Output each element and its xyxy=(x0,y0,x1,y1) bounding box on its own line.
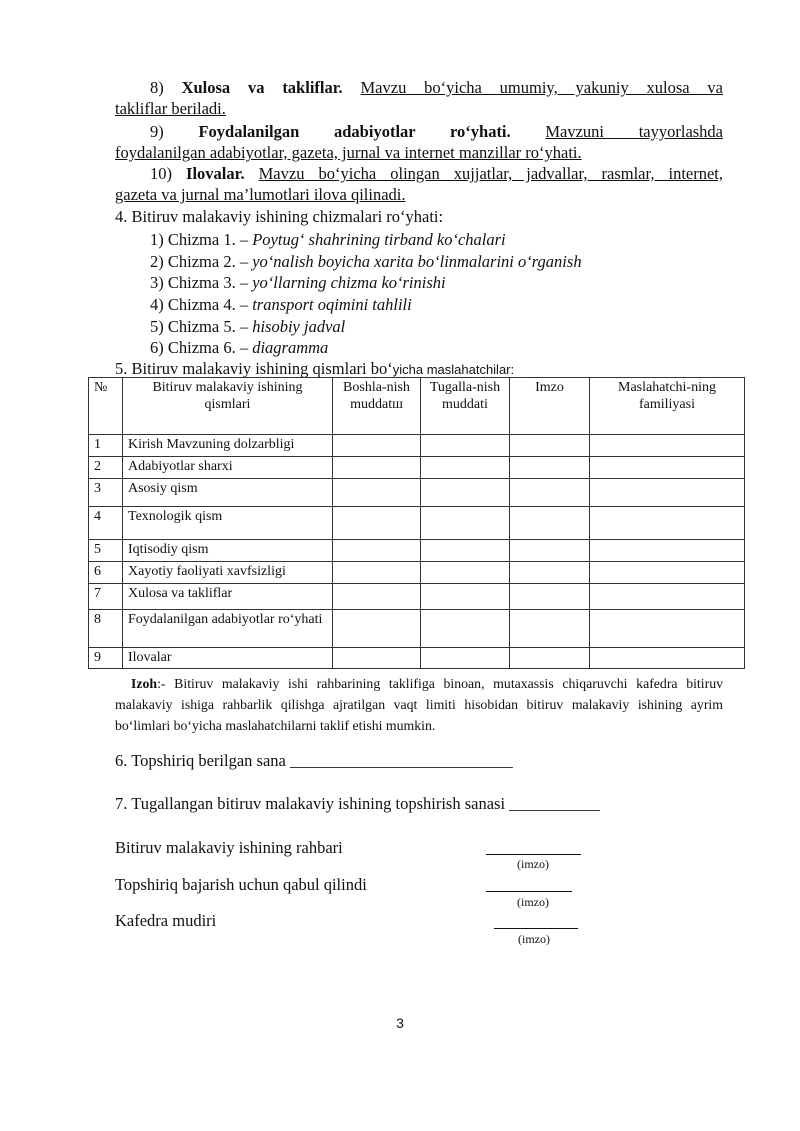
item-10-line2: gazeta va jurnal ma’lumotlari ilova qilinadi. xyxy=(115,185,406,204)
table-row: 3 Asosiy qism xyxy=(89,479,745,507)
table-row: 6 Xayotiy faoliyati xavfsizligi xyxy=(89,562,745,584)
header-number: № xyxy=(89,378,123,435)
department-head-signature-label: Kafedra mudiri xyxy=(115,911,217,930)
header-part: Bitiruv malakaviy ishining qismlari xyxy=(123,378,333,435)
item-10-text: Mavzu bo‘yicha olingan xujjatlar, jadvallar, rasmlar, internet, xyxy=(258,164,724,183)
page-number: 3 xyxy=(396,1015,404,1031)
section-6-assignment-date: 6. Topshiriq berilgan sana ___________________________ xyxy=(115,751,513,770)
section-4-heading: 4. Bitiruv malakaviy ishining chizmalari ro‘yhati: xyxy=(115,207,444,226)
drawing-list-item: 4) Chizma 4. – transport oqimini tahlili xyxy=(150,295,412,314)
item-8-title: Xulosa va takliflar. xyxy=(181,78,343,97)
table-row: 9 Ilovalar xyxy=(89,648,745,669)
table-header-row xyxy=(89,378,745,435)
table-row: 1 Kirish Mavzuning dolzarbligi xyxy=(89,435,745,457)
supervisor-signature-line xyxy=(486,853,581,855)
drawing-list-item: 3) Chizma 3. – yo‘llarning chizma ko‘rinishi xyxy=(150,273,446,292)
note-paragraph xyxy=(115,673,723,736)
header-end: Tugalla-nish muddati xyxy=(421,378,510,435)
drawing-list-item: 5) Chizma 5. – hisobiy jadval xyxy=(150,317,346,336)
item-9-line1: 9) Foydalanilgan adabiyotlar ro‘yhati. Mavzuni tayyorlashda xyxy=(150,122,724,141)
accepted-by-signature-caption: (imzo) xyxy=(517,895,549,909)
table-row: 7 Xulosa va takliflar xyxy=(89,584,745,610)
accepted-by-signature-line xyxy=(486,890,572,892)
item-8-text: Mavzu bo‘yicha umumiy, yakuniy xulosa va xyxy=(360,78,724,97)
item-9-title: Foydalanilgan adabiyotlar ro‘yhati. xyxy=(198,122,511,141)
drawing-list-item: 6) Chizma 6. – diagramma xyxy=(150,338,329,357)
note-text: :- Bitiruv malakaviy ishi rahbarining taklifiga binoan, mutaxassis chiqaruvchi kafedra bitiruv malakaviy ishiga rahbarlik qilishga ajratilgan vaqt limiti hisobidan bitiruv malakaviy ishining ayrim bo‘limlari bo‘yicha maslahatchilarni taklif etishi mumkin. xyxy=(115,676,723,733)
consultants-table xyxy=(88,377,745,669)
item-8-line1: 8) Xulosa va takliflar. Mavzu bo‘yicha umumiy, yakuniy xulosa va xyxy=(150,78,724,97)
supervisor-signature-caption: (imzo) xyxy=(517,857,549,871)
item-9-line2: foydalanilgan adabiyotlar, gazeta, jurnal va internet manzillar ro‘yhati. xyxy=(115,143,582,162)
item-10-title: Ilovalar. xyxy=(186,164,245,183)
item-9-text: Mavzuni tayyorlashda xyxy=(545,122,724,141)
header-consultant: Maslahatchi-ning familiyasi xyxy=(590,378,745,435)
table-row: 8 Foydalanilgan adabiyotlar ro‘yhati xyxy=(89,610,745,648)
header-signature: Imzo xyxy=(510,378,590,435)
section-7-submission-date: 7. Tugallangan bitiruv malakaviy ishining topshirish sanasi ___________ xyxy=(115,794,600,813)
table-row: 2 Adabiyotlar sharxi xyxy=(89,457,745,479)
item-8-line2: takliflar beriladi. xyxy=(115,99,226,118)
accepted-by-signature-label: Topshiriq bajarish uchun qabul qilindi xyxy=(115,875,367,894)
section-5-heading: 5. Bitiruv malakaviy ishining qismlari bo‘yicha maslahatchilar: xyxy=(115,359,515,378)
department-head-signature-line xyxy=(494,927,578,929)
note-label: Izoh xyxy=(131,676,158,691)
table-row: 4 Texnologik qism xyxy=(89,507,745,540)
header-start: Boshla-nish muddatш xyxy=(333,378,421,435)
supervisor-signature-label: Bitiruv malakaviy ishining rahbari xyxy=(115,838,343,857)
department-head-signature-caption: (imzo) xyxy=(518,932,550,946)
item-10-line1: 10) Ilovalar. Mavzu bo‘yicha olingan xujjatlar, jadvallar, rasmlar, internet, xyxy=(150,164,724,183)
table-row: 5 Iqtisodiy qism xyxy=(89,540,745,562)
drawing-list-item: 2) Chizma 2. – yo‘nalish boyicha xarita bo‘linmalarini o‘rganish xyxy=(150,252,582,271)
drawing-list-item: 1) Chizma 1. – Poytug‘ shahrining tirband ko‘chalari xyxy=(150,230,506,249)
